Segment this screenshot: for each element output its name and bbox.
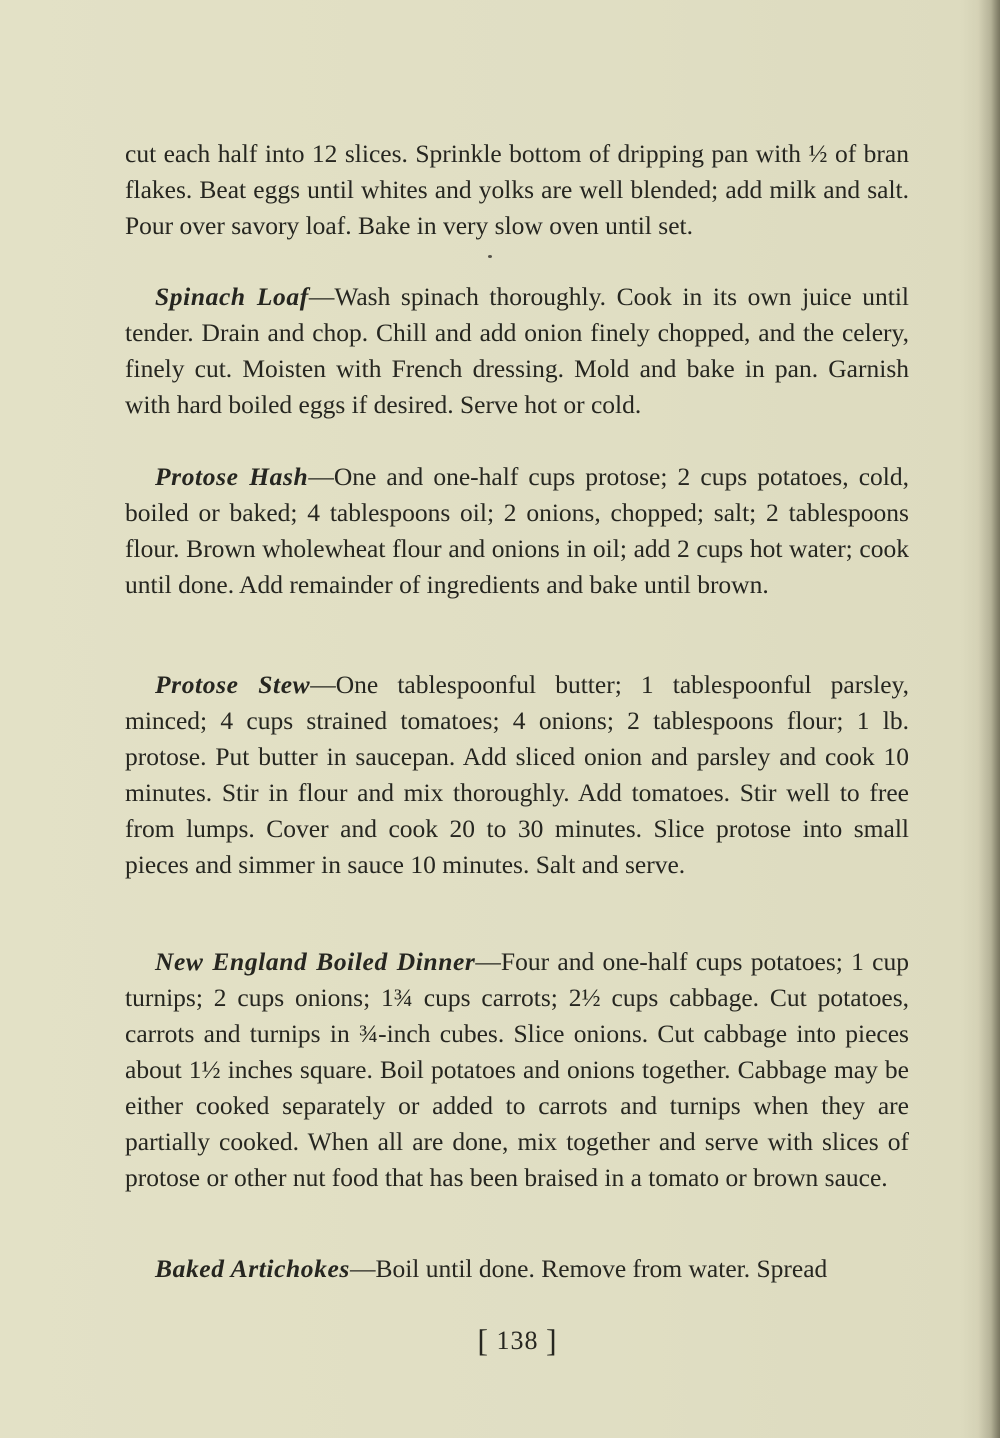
recipe-protose-hash <box>125 459 909 603</box>
paragraph-body: cut each half into 12 slices. Sprinkle bottom of dripping pan with ½ of bran flakes. Beat eggs until whites and yolks are well blended; add milk and salt. Pour over savory loaf. Bake in very slow oven until set. <box>125 139 909 240</box>
ink-speck <box>488 255 492 258</box>
folio-number: 138 <box>496 1326 539 1355</box>
recipe-spinach-loaf <box>125 279 909 423</box>
folio-bracket-close: ] <box>546 1322 558 1358</box>
recipe-heading: Protose Hash <box>155 462 309 491</box>
recipe-body: —Four and one-half cups potatoes; 1 cup turnips; 2 cups onions; 1¾ cups carrots; 2½ cups cabbage. Cut potatoes, carrots and turnips in ¾-inch cubes. Slice onions. Cut cabbage into pieces about 1½ inches square. Boil potatoes and onions together. Cabbage may be either cooked separately or added to carrots and turnips when they are partially cooked. When all are done, mix together and serve with slices of protose or other nut food that has been braised in a tomato or brown sauce. <box>125 947 909 1192</box>
recipe-baked-artichokes <box>125 1251 909 1287</box>
recipe-heading: Baked Artichokes <box>155 1254 350 1283</box>
recipe-heading: Protose Stew <box>155 670 311 699</box>
recipe-body: —Wash spinach thoroughly. Cook in its own juice until tender. Drain and chop. Chill and add onion finely chopped, and the celery, finely cut. Moisten with French dressing. Mold and bake in pan. Garnish with hard boiled eggs if desired. Serve hot or cold. <box>125 282 909 419</box>
recipe-heading: New England Boiled Dinner <box>155 947 476 976</box>
folio-bracket-open: [ <box>477 1322 489 1358</box>
recipe-heading: Spinach Loaf <box>155 282 309 311</box>
recipe-protose-stew <box>125 667 909 883</box>
recipe-body: —Boil until done. Remove from water. Spread <box>349 1254 828 1283</box>
recipe-new-england-boiled-dinner <box>125 944 909 1196</box>
recipe-body: —One tablespoonful butter; 1 tablespoonful parsley, minced; 4 cups strained tomatoes; 4 onions; 2 tablespoons flour; 1 lb. protose. Put butter in saucepan. Add sliced onion and parsley and cook 10 minutes. Stir in flour and mix thoroughly. Add tomatoes. Stir well to free from lumps. Cover and cook 20 to 30 minutes. Slice protose into small pieces and simmer in sauce 10 minutes. Salt and serve. <box>125 670 910 879</box>
paragraph-continuation <box>125 136 909 244</box>
recipe-body: —One and one-half cups protose; 2 cups potatoes, cold, boiled or baked; 4 tablespoons oil; 2 onions, chopped; salt; 2 tablespoons flour. Brown wholewheat flour and onions in oil; add 2 cups hot water; cook until done. Add remainder of ingredients and bake until brown. <box>125 462 909 599</box>
page-number <box>0 1318 1000 1361</box>
page-edge-shadow <box>978 0 1000 1438</box>
